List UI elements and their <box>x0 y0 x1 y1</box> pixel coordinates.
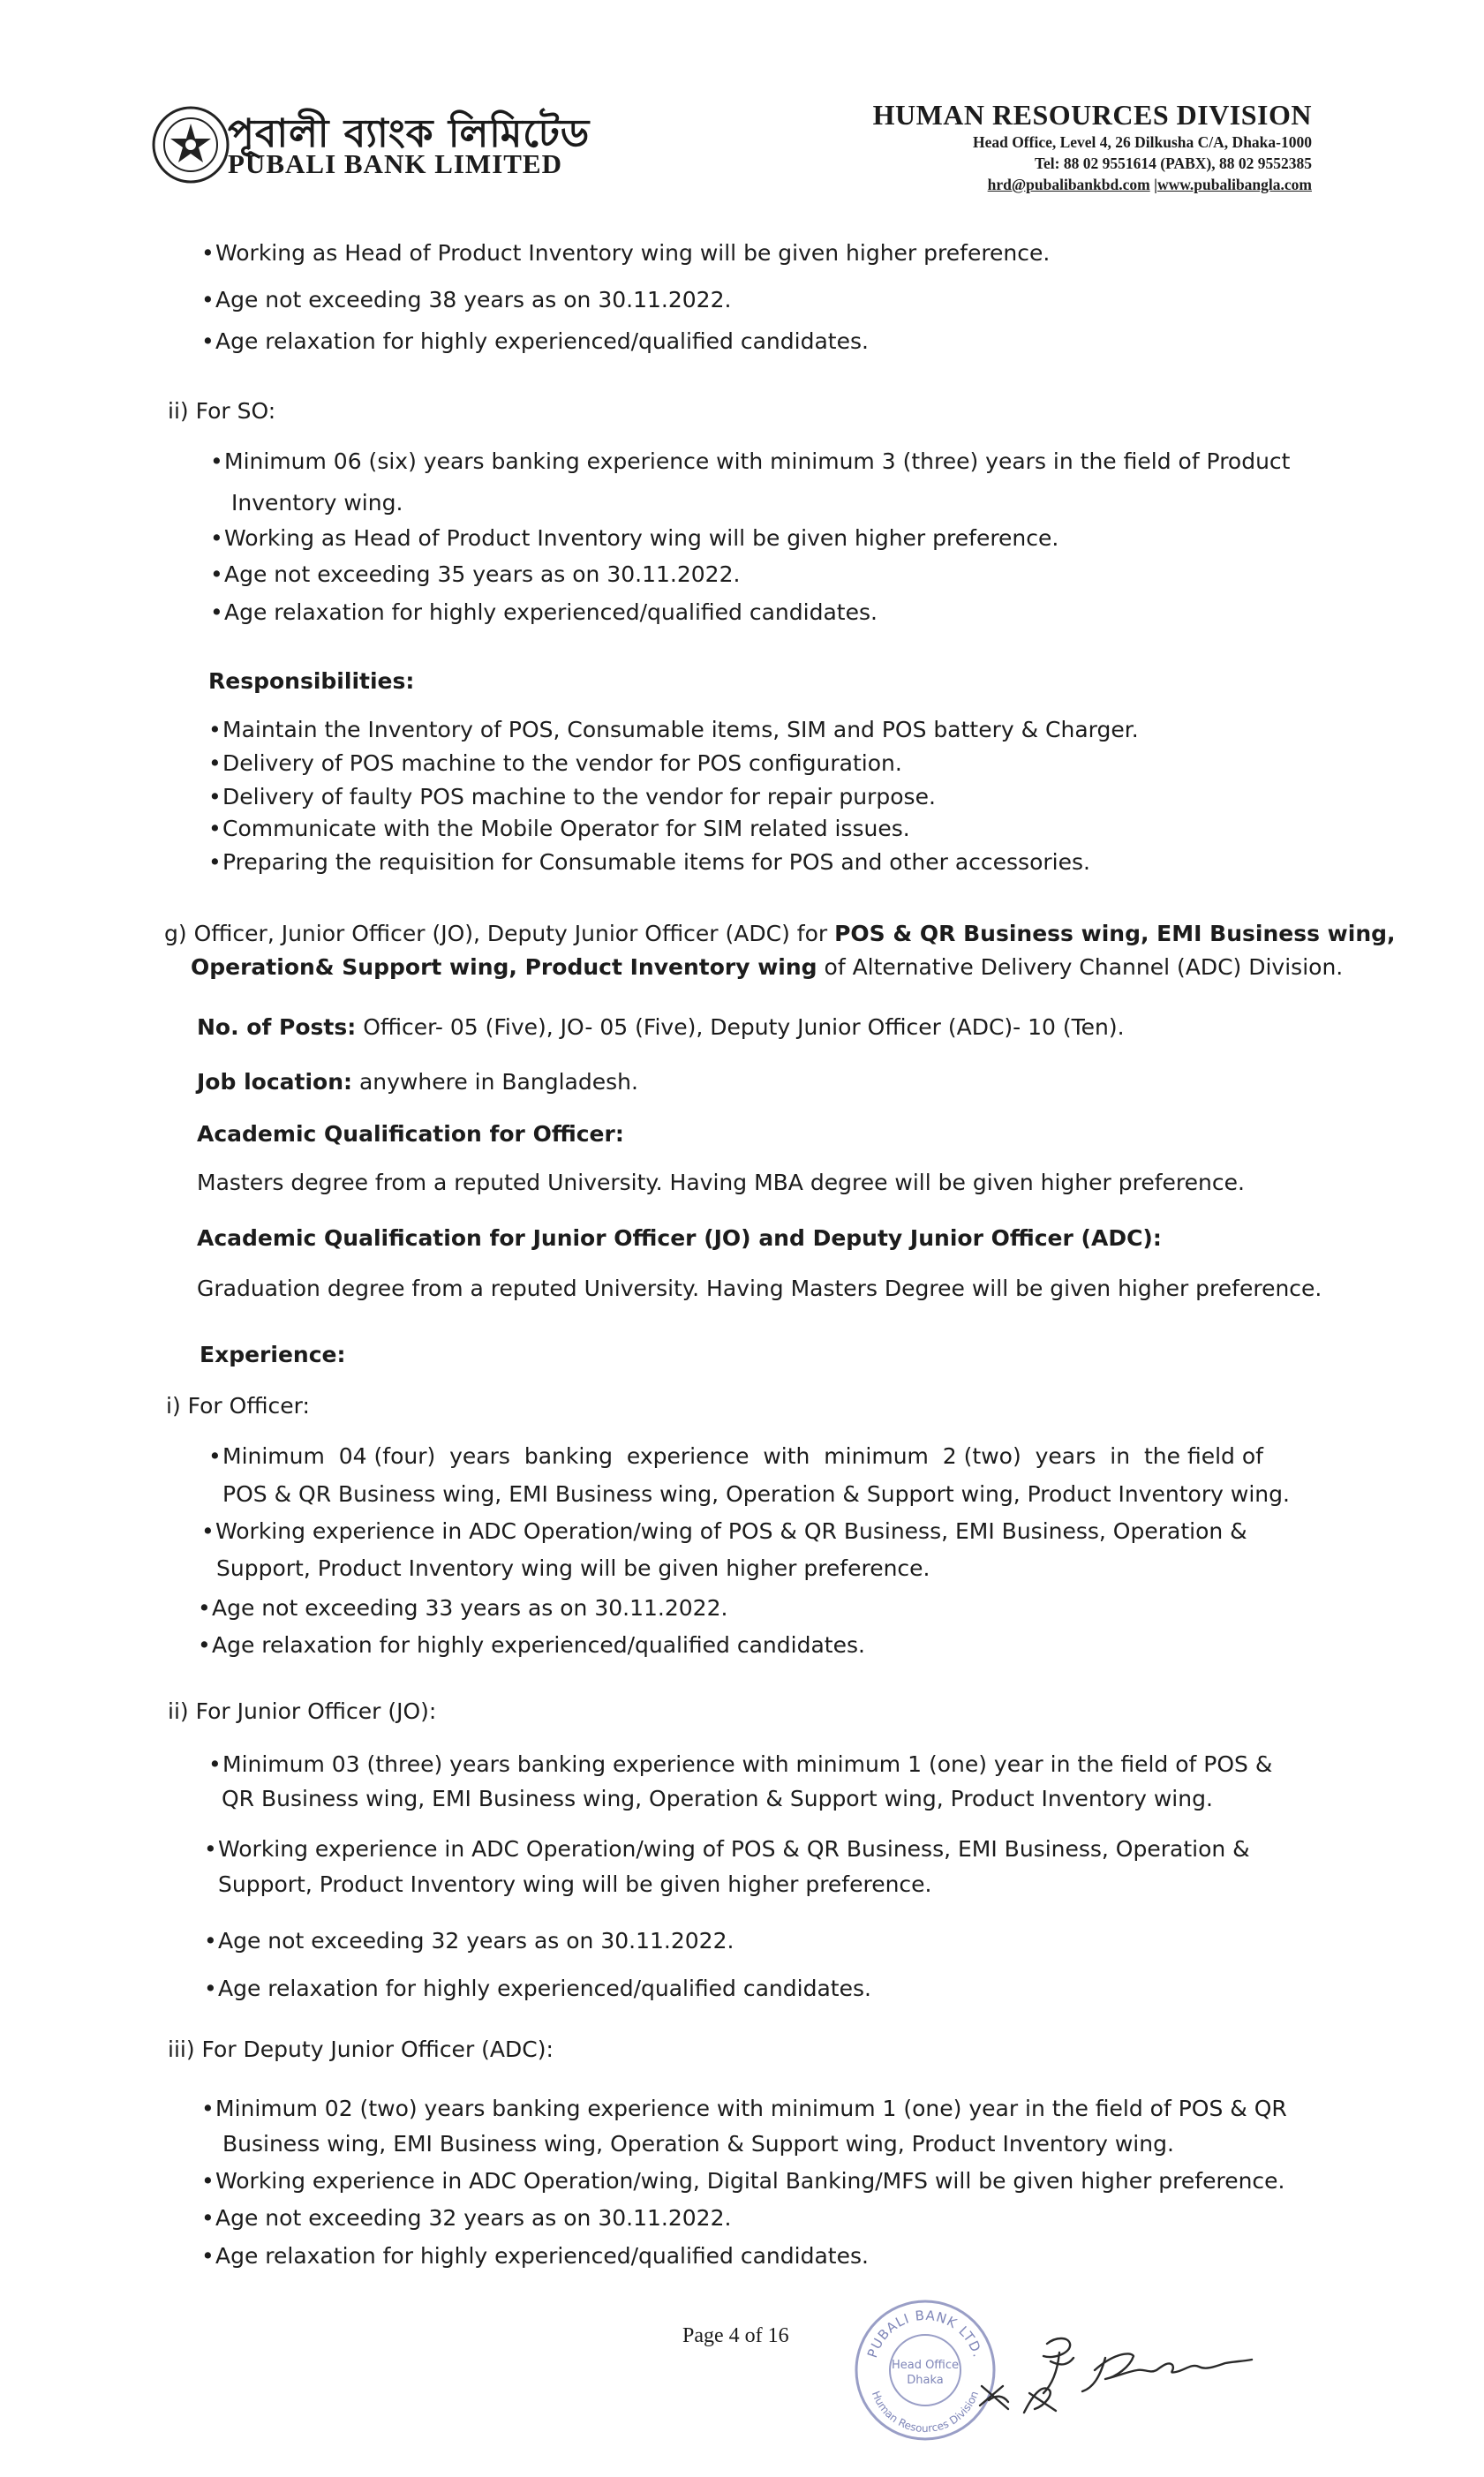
telephone-line: Tel: 88 02 9551614 (PABX), 88 02 9552385 <box>1034 154 1312 172</box>
list-item: •Age relaxation for highly experienced/qualified candidates. <box>198 1632 865 1658</box>
link-separator: | <box>1154 176 1157 193</box>
division-header <box>873 99 1312 195</box>
list-item: •Working experience in ADC Operation/wing of POS & QR Business, EMI Business, Operation & <box>201 1518 1247 1544</box>
jo-heading: ii) For Junior Officer (JO): <box>168 1698 437 1724</box>
bank-logo-icon <box>150 104 231 185</box>
website-link[interactable]: www.pubalibangla.com <box>1156 176 1312 193</box>
job-location: Job location: anywhere in Bangladesh. <box>197 1069 638 1095</box>
list-item: •Age not exceeding 32 years as on 30.11.2022. <box>204 1928 734 1954</box>
list-item: •Minimum 06 (six) years banking experience with minimum 3 (three) years in the field of Product <box>210 448 1291 474</box>
list-item: •Working experience in ADC Operation/wing, Digital Banking/MFS will be given higher preference. <box>201 2168 1285 2194</box>
section-g-title-line2: Operation& Support wing, Product Inventory wing of Alternative Delivery Channel (ADC) Division. <box>191 954 1344 980</box>
list-item-continuation: POS & QR Business wing, EMI Business wing, Operation & Support wing, Product Inventory wing. <box>222 1481 1290 1507</box>
list-item: •Preparing the requisition for Consumable items for POS and other accessories. <box>208 849 1090 875</box>
list-item: •Minimum 03 (three) years banking experience with minimum 1 (one) year in the field of POS & <box>208 1751 1273 1777</box>
list-item: •Age relaxation for highly experienced/qualified candidates. <box>204 1976 871 2001</box>
list-item-continuation: Support, Product Inventory wing will be given higher preference. <box>216 1555 930 1581</box>
list-item: •Minimum 02 (two) years banking experience with minimum 1 (one) year in the field of POS & QR <box>201 2096 1287 2121</box>
list-item: •Age relaxation for highly experienced/qualified candidates. <box>201 2243 869 2269</box>
list-item-continuation: Inventory wing. <box>231 490 403 516</box>
aq-officer-heading: Academic Qualification for Officer: <box>197 1121 624 1147</box>
list-item: •Communicate with the Mobile Operator for SIM related issues. <box>208 816 910 841</box>
list-item-continuation: Business wing, EMI Business wing, Operation & Support wing, Product Inventory wing. <box>222 2131 1174 2157</box>
list-item: •Working as Head of Product Inventory wing will be given higher preference. <box>210 525 1059 551</box>
no-of-posts: No. of Posts: Officer- 05 (Five), JO- 05 (Five), Deputy Junior Officer (ADC)- 10 (Ten). <box>197 1014 1125 1040</box>
so-heading: ii) For SO: <box>168 398 276 424</box>
list-item-continuation: QR Business wing, EMI Business wing, Operation & Support wing, Product Inventory wing. <box>222 1786 1213 1811</box>
handwritten-signature <box>962 2308 1280 2432</box>
seal-bottom-text: Human Resources Division <box>869 2389 982 2436</box>
list-item-continuation: Support, Product Inventory wing will be given higher preference. <box>218 1871 932 1897</box>
list-item: •Age not exceeding 32 years as on 30.11.2022. <box>201 2205 732 2231</box>
page-number: Page 4 of 16 <box>682 2324 789 2347</box>
list-item: •Working experience in ADC Operation/wing of POS & QR Business, EMI Business, Operation & <box>204 1836 1250 1862</box>
list-item: •Delivery of POS machine to the vendor for POS configuration. <box>208 750 902 776</box>
address-line: Head Office, Level 4, 26 Dilkusha C/A, Dhaka-1000 <box>972 133 1312 151</box>
list-item: •Age relaxation for highly experienced/qualified candidates. <box>201 328 869 354</box>
section-g-title: g) Officer, Junior Officer (JO), Deputy Junior Officer (ADC) for POS & QR Business wing, EMI Business wing, <box>164 921 1396 946</box>
contact-links <box>873 174 1312 195</box>
aq-officer-text: Masters degree from a reputed University. Having MBA degree will be given higher preference. <box>197 1170 1245 1195</box>
list-item: •Age not exceeding 38 years as on 30.11.2022. <box>201 287 732 312</box>
officer-heading: i) For Officer: <box>166 1393 310 1419</box>
bank-name-bangla: পূবালী ব্যাংক লিমিটেড <box>228 111 591 156</box>
seal-top-text: PUBALI BANK LTD. <box>864 2307 987 2360</box>
aq-jo-text: Graduation degree from a reputed University. Having Masters Degree will be given higher preference. <box>197 1276 1322 1301</box>
seal-center-text: Head Office <box>891 2359 960 2372</box>
list-item: •Delivery of faulty POS machine to the vendor for repair purpose. <box>208 784 936 809</box>
list-item: •Maintain the Inventory of POS, Consumable items, SIM and POS battery & Charger. <box>208 717 1139 742</box>
list-item: •Age relaxation for highly experienced/qualified candidates. <box>210 599 878 625</box>
seal-center-text: Dhaka <box>907 2374 944 2387</box>
experience-heading: Experience: <box>200 1342 346 1367</box>
list-item: •Minimum 04 (four) years banking experience with minimum 2 (two) years in the field of <box>208 1443 1263 1469</box>
djo-heading: iii) For Deputy Junior Officer (ADC): <box>168 2037 554 2062</box>
division-title: HUMAN RESOURCES DIVISION <box>872 99 1312 131</box>
email-link[interactable]: hrd@pubalibankbd.com <box>987 176 1150 193</box>
list-item: •Working as Head of Product Inventory wing will be given higher preference. <box>201 240 1051 266</box>
aq-jo-heading: Academic Qualification for Junior Officer (JO) and Deputy Junior Officer (ADC): <box>197 1225 1162 1251</box>
list-item: •Age not exceeding 35 years as on 30.11.2022. <box>210 561 741 587</box>
bank-name-english: PUBALI BANK LIMITED <box>228 148 562 179</box>
list-item: •Age not exceeding 33 years as on 30.11.2022. <box>198 1595 728 1621</box>
responsibilities-heading: Responsibilities: <box>208 668 415 694</box>
